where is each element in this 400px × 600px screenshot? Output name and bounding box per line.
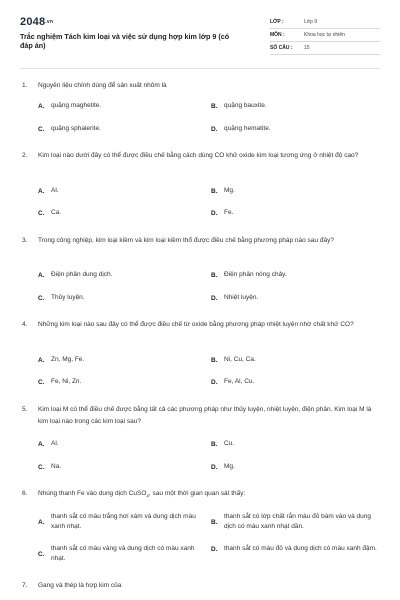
option-letter: C. bbox=[38, 125, 45, 133]
page-title: Trắc nghiệm Tách kim loại và việc sử dụng hợp kim lớp 9 (có đáp án) bbox=[20, 32, 230, 50]
option-letter: B. bbox=[211, 271, 218, 279]
meta-value: Khoa học tự nhiên bbox=[304, 32, 345, 38]
option-text: Fe. bbox=[224, 209, 234, 216]
meta-table bbox=[270, 16, 380, 55]
option-2d[interactable] bbox=[211, 208, 233, 218]
option-5d[interactable] bbox=[211, 462, 235, 472]
option-text: quặng sphalerite. bbox=[51, 125, 101, 132]
question-4 bbox=[22, 319, 382, 331]
option-text: Ni, Cu, Ca. bbox=[224, 356, 256, 363]
meta-row-grade bbox=[270, 16, 380, 29]
question-number: 7. bbox=[22, 582, 28, 589]
question-text: Gang và thép là hợp kim của bbox=[38, 582, 122, 589]
option-text: Ca. bbox=[51, 209, 62, 216]
option-text: Al. bbox=[51, 187, 59, 194]
option-text: thanh sắt có lớp chất rắn màu đỏ bám vào và dung dịch có màu xanh nhạt dần. bbox=[224, 513, 371, 530]
option-6d[interactable] bbox=[211, 544, 381, 554]
question-6 bbox=[22, 488, 382, 502]
option-5a[interactable] bbox=[38, 439, 59, 449]
option-1b[interactable] bbox=[211, 101, 267, 111]
option-text: Fe, Al, Cu. bbox=[224, 378, 255, 385]
document-header bbox=[20, 16, 380, 60]
site-logo[interactable] bbox=[20, 16, 53, 28]
option-2a[interactable] bbox=[38, 186, 59, 196]
meta-label: SỐ CÂU : bbox=[270, 45, 293, 51]
option-6a[interactable] bbox=[38, 512, 203, 532]
question-5 bbox=[22, 404, 382, 427]
meta-label: MÔN : bbox=[270, 32, 285, 38]
option-letter: D. bbox=[211, 463, 218, 471]
option-letter: D. bbox=[211, 209, 218, 217]
option-letter: D. bbox=[211, 378, 218, 386]
option-letter: C. bbox=[38, 463, 45, 471]
meta-value: Lớp 9 bbox=[304, 19, 318, 25]
option-text: thanh sắt có màu vàng và dung dịch có màu xanh nhạt. bbox=[51, 545, 195, 562]
option-letter: A. bbox=[38, 102, 45, 110]
option-4b[interactable] bbox=[211, 355, 256, 365]
option-3b[interactable] bbox=[211, 270, 287, 280]
option-5c[interactable] bbox=[38, 462, 61, 472]
question-text: Kim loại nào dưới đây có thể được điều chế bằng cách dùng CO khử oxide kim loại tương ứng ở nhiệt độ cao? bbox=[38, 152, 359, 159]
question-text: Trong công nghiệp, kim loại kiềm và kim loại kiềm thổ được điều chế bằng phương pháp nào sau đây? bbox=[38, 237, 334, 244]
option-letter: D. bbox=[211, 545, 218, 553]
option-5b[interactable] bbox=[211, 439, 234, 449]
option-text: quặng bauxite. bbox=[224, 102, 267, 109]
question-2 bbox=[22, 150, 382, 162]
option-4d[interactable] bbox=[211, 377, 254, 387]
option-text: Na. bbox=[51, 463, 62, 470]
meta-label: LỚP : bbox=[270, 19, 284, 25]
header-divider bbox=[20, 68, 380, 69]
option-letter: B. bbox=[211, 518, 218, 526]
option-text: Điện phân nóng chảy. bbox=[224, 271, 287, 278]
option-letter: B. bbox=[211, 102, 218, 110]
question-1 bbox=[22, 80, 382, 92]
logo-sub: .vn bbox=[45, 19, 54, 26]
subscript: 4 bbox=[146, 493, 149, 499]
question-text: Nguyên liệu chính dùng để sản xuất nhôm là bbox=[38, 82, 167, 89]
option-6c[interactable] bbox=[38, 544, 203, 564]
meta-row-subject bbox=[270, 29, 380, 42]
option-letter: C. bbox=[38, 550, 45, 558]
question-number: 4. bbox=[22, 321, 28, 328]
option-2b[interactable] bbox=[211, 186, 235, 196]
logo-main: 2048 bbox=[20, 16, 46, 28]
option-letter: B. bbox=[211, 356, 218, 364]
question-number: 3. bbox=[22, 237, 28, 244]
question-number: 2. bbox=[22, 152, 28, 159]
option-letter: A. bbox=[38, 271, 45, 279]
option-4c[interactable] bbox=[38, 377, 81, 387]
option-letter: C. bbox=[38, 294, 45, 302]
question-7 bbox=[22, 580, 382, 592]
question-text-part: , sau một thời gian quan sát thấy: bbox=[148, 490, 246, 497]
option-text: Cu. bbox=[224, 440, 235, 447]
question-3 bbox=[22, 235, 382, 247]
option-text: Zn, Mg, Fe. bbox=[51, 356, 85, 363]
option-3d[interactable] bbox=[211, 293, 258, 303]
option-2c[interactable] bbox=[38, 208, 61, 218]
meta-row-count bbox=[270, 42, 380, 55]
question-text: Những kim loại nào sau đây có thể được điều chế từ oxide bằng phương pháp nhiệt luyện nhờ chất khử CO? bbox=[38, 321, 354, 328]
meta-value: 15 bbox=[304, 45, 310, 51]
option-text: Nhiệt luyện. bbox=[224, 294, 259, 301]
question-number: 6. bbox=[22, 490, 28, 497]
option-text: Mg. bbox=[224, 187, 235, 194]
option-text: Al. bbox=[51, 440, 59, 447]
option-letter: A. bbox=[38, 356, 45, 364]
option-text: thanh sắt có màu đỏ và dung dịch có màu xanh đậm. bbox=[224, 545, 377, 552]
question-text-part: Nhúng thanh Fe vào dung dịch CuSO bbox=[38, 490, 147, 497]
option-3a[interactable] bbox=[38, 270, 112, 280]
option-letter: A. bbox=[38, 518, 45, 526]
option-1a[interactable] bbox=[38, 101, 101, 111]
question-number: 1. bbox=[22, 82, 28, 89]
option-6b[interactable] bbox=[211, 512, 381, 532]
option-letter: C. bbox=[38, 378, 45, 386]
option-3c[interactable] bbox=[38, 293, 85, 303]
option-text: Điện phân dung dịch. bbox=[51, 271, 113, 278]
option-text: Mg. bbox=[224, 463, 235, 470]
option-text: thanh sắt có màu trắng hơi xám và dung dịch màu xanh nhạt. bbox=[51, 513, 196, 530]
question-text bbox=[38, 488, 382, 502]
option-text: Fe, Ni, Zn. bbox=[51, 378, 82, 385]
option-1c[interactable] bbox=[38, 124, 101, 134]
option-letter: B. bbox=[211, 187, 218, 195]
option-letter: B. bbox=[211, 440, 218, 448]
option-text: quặng maghetite. bbox=[51, 102, 102, 109]
option-letter: A. bbox=[38, 187, 45, 195]
option-letter: C. bbox=[38, 209, 45, 217]
option-letter: D. bbox=[211, 125, 218, 133]
option-1d[interactable] bbox=[211, 124, 271, 134]
option-text: quặng hematite. bbox=[224, 125, 271, 132]
option-4a[interactable] bbox=[38, 355, 84, 365]
option-letter: D. bbox=[211, 294, 218, 302]
option-letter: A. bbox=[38, 440, 45, 448]
question-text: Kim loại M có thể điều chế được bằng tất cả các phương pháp như thủy luyện, nhiệt luyện, điện phân. Kim loại M là kim loại nào trong các kim loại sau? bbox=[38, 406, 372, 425]
option-text: Thủy luyện. bbox=[51, 294, 85, 301]
question-number: 5. bbox=[22, 406, 28, 413]
